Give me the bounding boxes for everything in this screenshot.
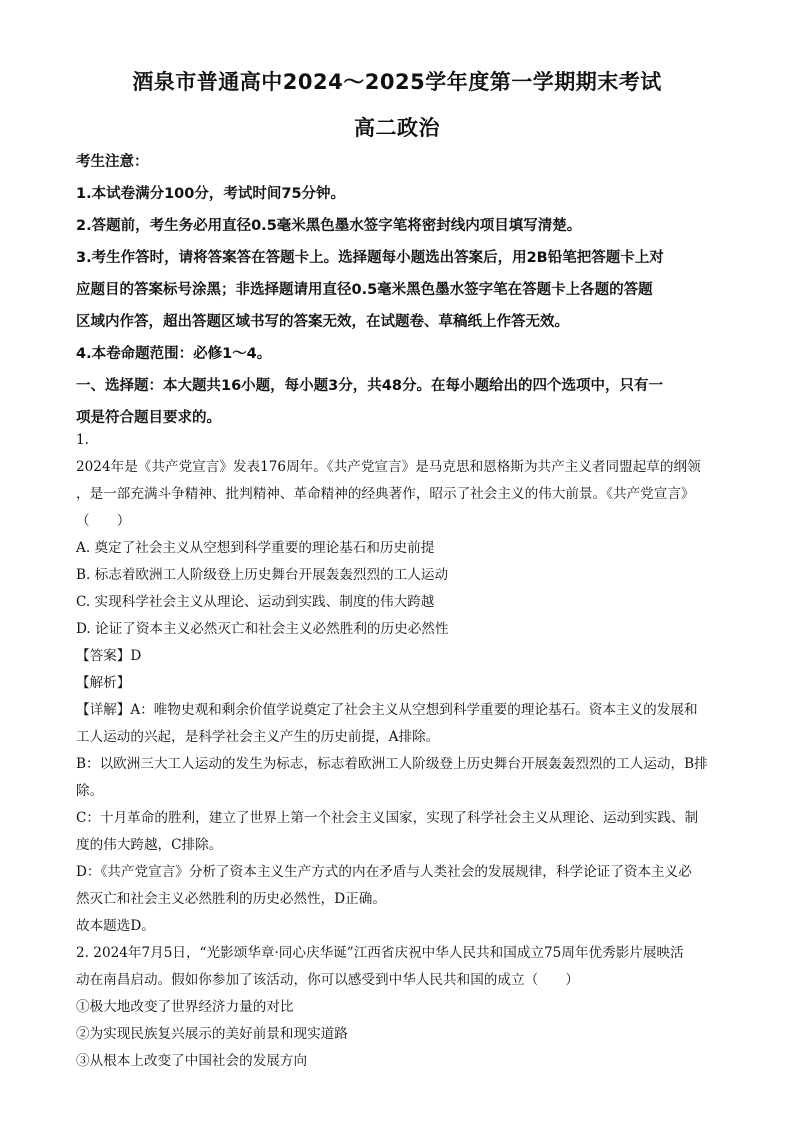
statement-item: ③从根本上改变了中国社会的发展方向 [76,1053,308,1069]
question-stem: 2024年是《共产党宣言》发表176周年。《共产党宣言》是马克思和恩格斯为共产主义者同盟起草的纲领 [76,459,701,475]
notice-item: 2.答题前，考生务必用直径0.5毫米黑色墨水签字笔将密封线内项目填写清楚。 [76,218,582,234]
detail-line: 度的伟大跨越，C排除。 [76,837,223,853]
section-heading: 项是符合题目要求的。 [76,410,221,426]
statement-item: ①极大地改变了世界经济力量的对比 [76,999,294,1015]
notice-item: 应题目的答案标号涂黑；非选择题请用直径0.5毫米黑色墨水签字笔在答题卡上各题的答题 [76,282,653,298]
detail-line: 然灭亡和社会主义必然胜利的历史必然性，D正确。 [76,891,386,907]
question-number: 1. [76,432,89,448]
exam-title: 酒泉市普通高中2024～2025学年度第一学期期末考试 [132,70,662,94]
notice-heading: 考生注意： [76,154,149,170]
notice-item: 4.本卷命题范围：必修1～4。 [76,346,272,362]
detail-line: B：以欧洲三大工人运动的发生为标志，标志着欧洲工人阶级登上历史舞台开展轰轰烈烈的工人运动，B排 [76,756,708,772]
option-b: B. 标志着欧洲工人阶级登上历史舞台开展轰轰烈烈的工人运动 [76,567,449,583]
detail-line: C：十月革命的胜利，建立了世界上第一个社会主义国家，实现了科学社会主义从理论、运动到实践、制 [76,810,699,826]
notice-item: 区域内作答，超出答题区域书写的答案无效，在试题卷、草稿纸上作答无效。 [76,314,569,330]
question-body [76,427,721,1075]
question-stem: 动在南昌启动。假如你参加了该活动，你可以感受到中华人民共和国的成立（ ） [76,972,579,988]
option-c: C. 实现科学社会主义从理论、运动到实践、制度的伟大跨越 [76,594,435,610]
question-stem: 2. 2024年7月5日，“光影颂华章·同心庆华诞”江西省庆祝中华人民共和国成立75周年优秀影片展映活 [76,945,684,961]
detail-line: 【详解】A：唯物史观和剩余价值学说奠定了社会主义从空想到科学重要的理论基石。资本主义的发展和 [76,702,698,718]
detail-line: D：《共产党宣言》分析了资本主义生产方式的内在矛盾与人类社会的发展规律，科学论证了资本主义必 [76,864,692,880]
answer-line: 【答案】D [76,648,142,664]
notice-item: 3.考生作答时，请将答案答在答题卡上。选择题每小题选出答案后，用2B铅笔把答题卡上对 [76,250,664,266]
section-heading: 一、选择题：本大题共16小题，每小题3分，共48分。在每小题给出的四个选项中，只有一 [76,378,663,394]
notice-item: 1.本试卷满分100分，考试时间75分钟。 [76,186,346,202]
option-a: A. 奠定了社会主义从空想到科学重要的理论基石和历史前提 [76,540,435,556]
question-stem: ，是一部充满斗争精神、批判精神、革命精神的经典著作，昭示了社会主义的伟大前景。《共产党宣言》 [76,486,695,502]
statement-item: ②为实现民族复兴展示的美好前景和现实道路 [76,1026,348,1042]
analysis-label: 【解析】 [76,675,131,691]
option-d: D. 论证了资本主义必然灭亡和社会主义必然胜利的历史必然性 [76,621,449,637]
detail-line: 工人运动的兴起，是科学社会主义产生的历史前提，A排除。 [76,729,440,745]
candidate-notice [76,146,721,434]
question-stem: （ ） [76,513,131,529]
detail-line: 除。 [76,783,104,799]
exam-subject: 高二政治 [354,116,440,140]
detail-line: 故本题选D。 [76,918,155,934]
